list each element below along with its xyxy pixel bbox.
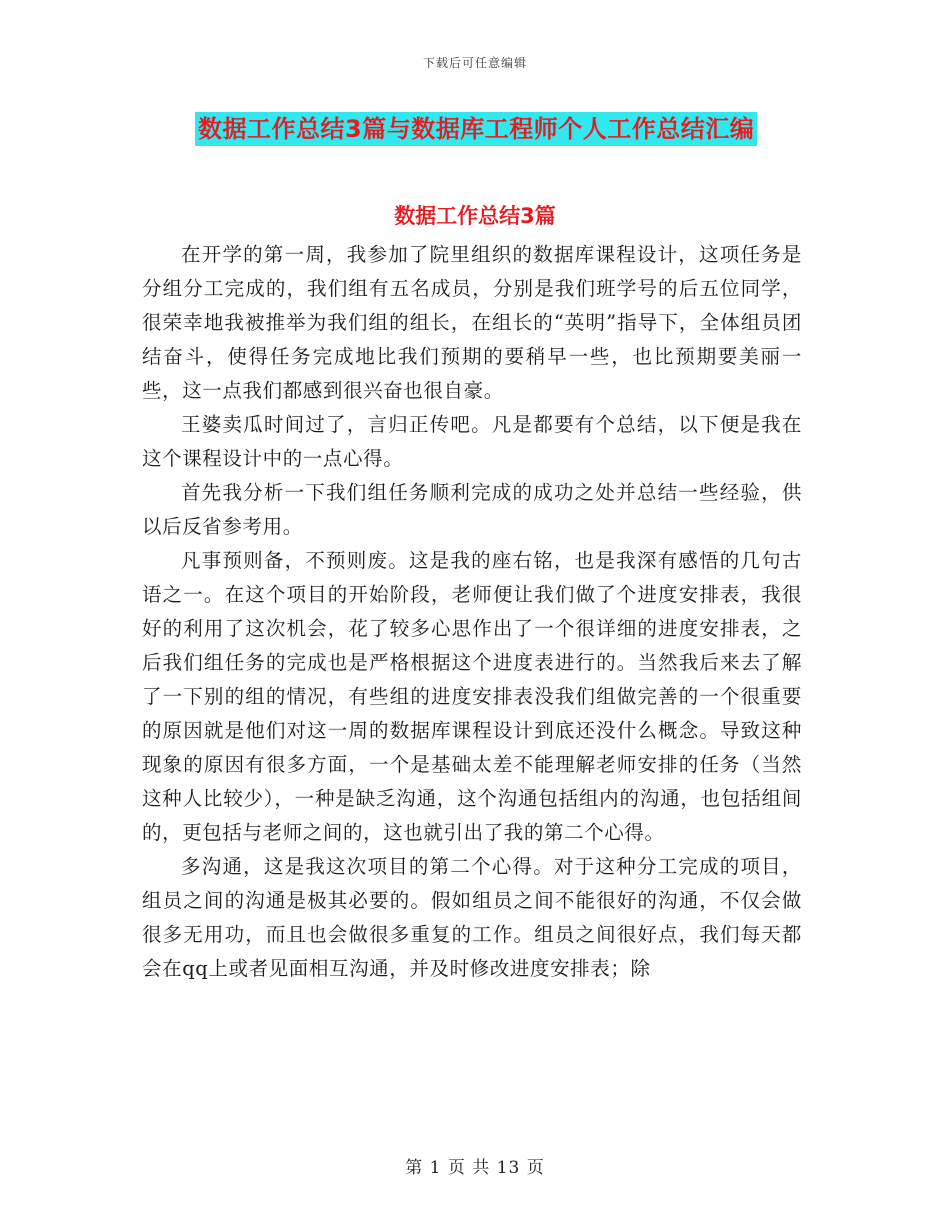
paragraph: 在开学的第一周，我参加了院里组织的数据库课程设计，这项任务是分组分工完成的，我们组有五名成员，分别是我们班学号的后五位同学，很荣幸地我被推举为我们组的组长，在组长的“英明”指导下，全体组员团结奋斗，使得任务完成地比我们预期的要稍早一些，也比预期要美丽一些，这一点我们都感到很兴奋也很自豪。 <box>142 243 802 402</box>
document-title-container <box>195 112 801 146</box>
paragraph: 王婆卖瓜时间过了，言归正传吧。凡是都要有个总结，以下便是我在这个课程设计中的一点心得。 <box>142 413 802 470</box>
paragraph: 凡事预则备，不预则废。这是我的座右铭，也是我深有感悟的几句古语之一。在这个项目的开始阶段，老师便让我们做了个进度安排表，我很好的利用了这次机会，花了较多心思作出了一个很详细的进度安排表，之后我们组任务的完成也是严格根据这个进度表进行的。当然我后来去了解了一下别的组的情况，有些组的进度安排表没我们组做完善的一个很重要的原因就是他们对这一周的数据库课程设计到底还没什么概念。导致这种现象的原因有很多方面，一个是基础太差不能理解老师安排的任务（当然这种人比较少），一种是缺乏沟通，这个沟通包括组内的沟通，也包括组间的，更包括与老师之间的，这也就引出了我的第二个心得。 <box>142 549 802 844</box>
document-body <box>142 238 802 986</box>
section-title: 数据工作总结3篇 <box>394 204 556 228</box>
paragraph: 多沟通，这是我这次项目的第二个心得。对于这种分工完成的项目，组员之间的沟通是极其必要的。假如组员之间不能很好的沟通，不仅会做很多无用功，而且也会做很多重复的工作。组员之间很好点，我们每天都会在qq上或者见面相互沟通，并及时修改进度安排表；除 <box>142 855 802 980</box>
page-number-footer: 第 1 页 共 13 页 <box>405 1158 545 1178</box>
page-header-note: 下载后可任意编辑 <box>422 56 527 70</box>
document-title: 数据工作总结3篇与数据库工程师个人工作总结汇编 <box>195 112 757 146</box>
paragraph: 首先我分析一下我们组任务顺利完成的成功之处并总结一些经验，供以后反省参考用。 <box>142 481 802 538</box>
